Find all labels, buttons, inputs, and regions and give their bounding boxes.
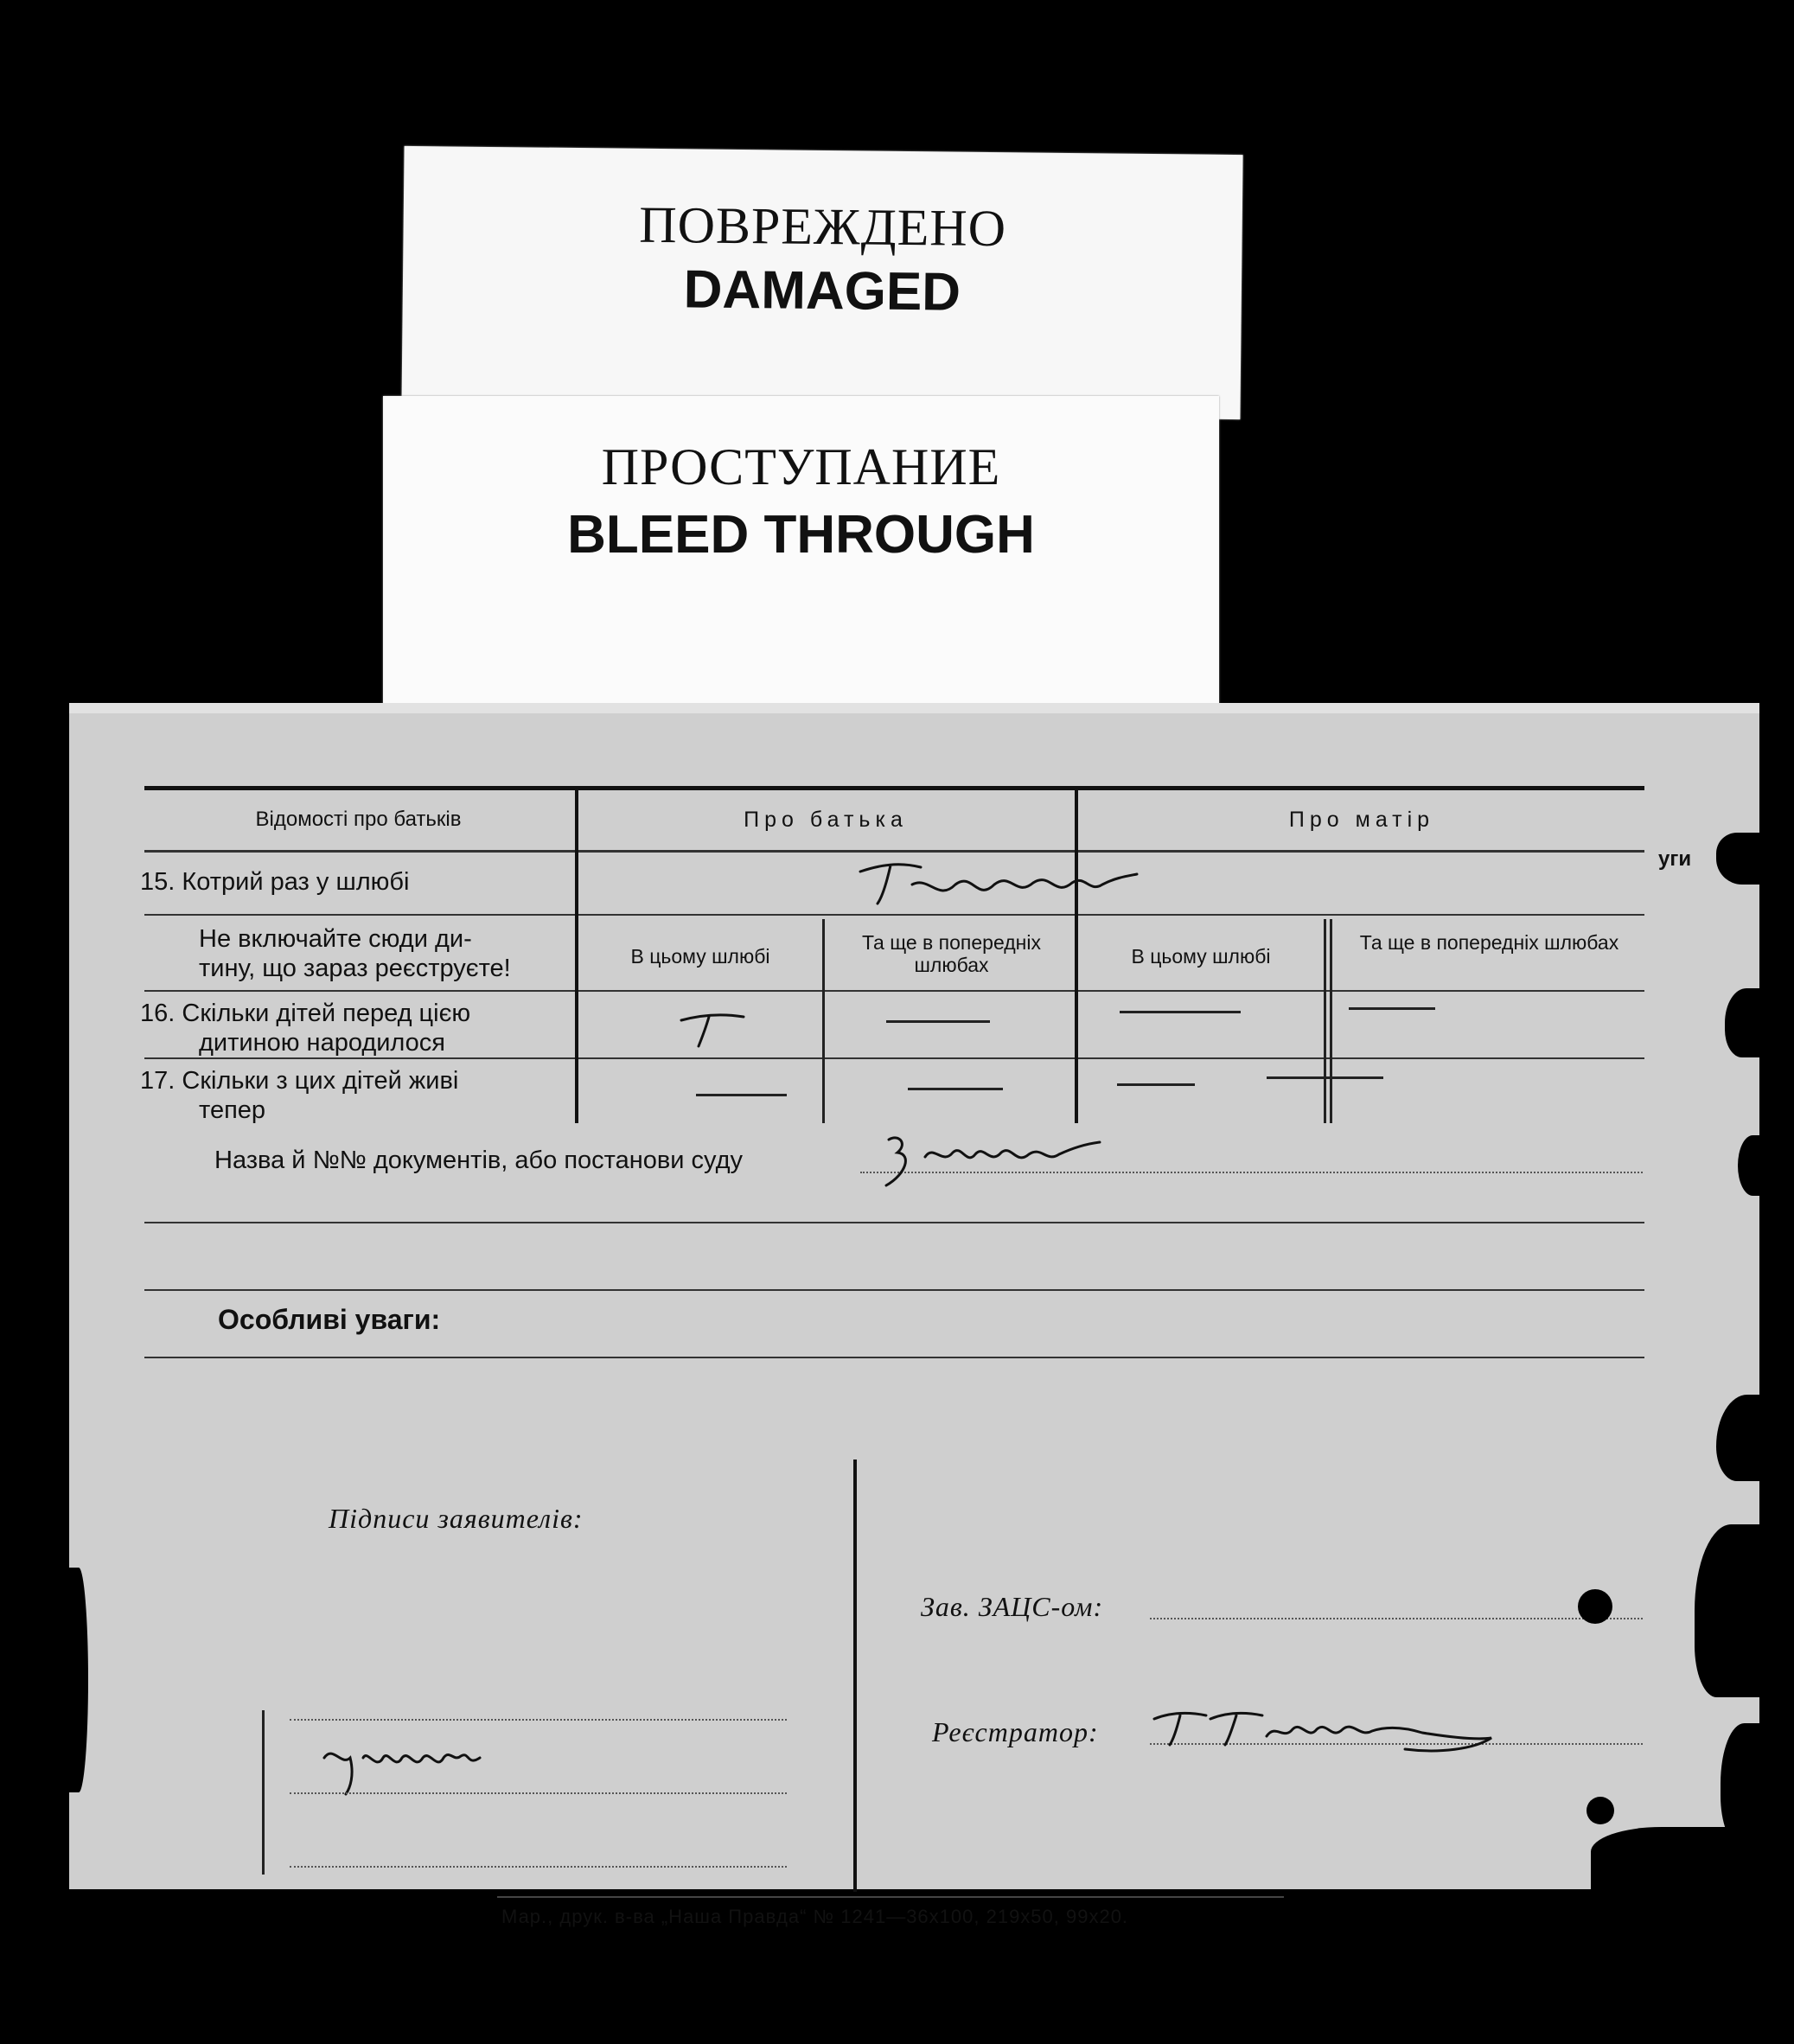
header-parents-info: Відомості про батьків [255, 808, 462, 831]
father-this-marriage: В цьому шлюбі [630, 945, 770, 968]
header-father: Про батька [744, 808, 908, 832]
row15-handwriting [852, 850, 1146, 915]
row16-mother-previous-dash [1349, 1007, 1435, 1010]
documents-line-2 [144, 1222, 1644, 1223]
note-rule [144, 990, 1644, 992]
footer-rule [497, 1896, 1284, 1898]
bleed-label-ru: ПРОСТУПАНИЕ [601, 438, 1001, 495]
registrar-label: Реєстратор: [932, 1716, 1099, 1747]
zags-head-label: Зав. ЗАЦС-ом: [921, 1591, 1104, 1622]
torn-edge-4 [1716, 1395, 1768, 1481]
row16-mother-dash [1120, 1011, 1241, 1013]
remarks-label: Особливі уваги: [218, 1304, 441, 1335]
bleed-through-label-card [383, 396, 1219, 718]
remarks-line [144, 1357, 1644, 1358]
row16-line-2: дитиною народилося [199, 1029, 446, 1057]
documents-handwriting [873, 1127, 1107, 1196]
applicant-bracket [262, 1710, 265, 1875]
row16-rule [144, 1057, 1644, 1059]
registrar-signature [1146, 1702, 1535, 1771]
row16-father-previous-dash [886, 1020, 990, 1023]
punch-hole-2 [1587, 1797, 1614, 1824]
row17-father-dash [696, 1094, 787, 1096]
documents-label: Назва й №№ документів, або постанови суду [214, 1147, 744, 1174]
header-mother: Про матір [1288, 808, 1435, 832]
damaged-label-ru: ПОВРЕЖДЕНО [638, 195, 1007, 258]
documents-line-3 [144, 1289, 1644, 1291]
torn-edge-left [69, 1568, 88, 1792]
column-divider-1 [575, 786, 578, 1123]
mother-subdivider [1324, 919, 1326, 1123]
zags-head-line [1150, 1618, 1643, 1619]
signature-divider [853, 1460, 857, 1892]
father-subdivider [822, 919, 825, 1123]
registry-form-sheet [69, 703, 1759, 1927]
mother-this-marriage: В цьому шлюбі [1131, 945, 1271, 968]
father-previous-marriages: Та ще в попередніх шлюбах [862, 931, 1041, 976]
row17-mother-dash [1117, 1083, 1195, 1086]
column-divider-2 [1075, 786, 1078, 1123]
applicant-line-3 [290, 1866, 787, 1868]
applicants-signatures-label: Підписи заявителів: [329, 1503, 584, 1534]
row17-line-1: 17. Скільки з цих дітей живі [140, 1067, 459, 1095]
sheet-edge [69, 703, 1759, 713]
mother-previous-marriages: Та ще в попередніх шлюбах [1359, 931, 1619, 954]
row17-line-2: тепер [199, 1096, 266, 1124]
row17-father-previous-dash [908, 1088, 1003, 1090]
torn-edge-2 [1725, 988, 1768, 1057]
mother-subdivider-double [1330, 919, 1332, 1123]
note-line-1: Не включайте сюди ди- [199, 925, 472, 953]
damaged-label-en: DAMAGED [683, 259, 961, 323]
row16-father-mark [674, 1001, 752, 1053]
row15-label: 15. Котрий раз у шлюбі [140, 868, 410, 896]
note-line-2: тину, що зараз реєструєте! [199, 955, 511, 982]
row17-mother-previous-dash [1267, 1076, 1383, 1079]
applicant-line-2 [290, 1792, 787, 1794]
torn-edge-6 [1721, 1723, 1768, 1844]
torn-corner [1591, 1827, 1768, 1889]
bleed-label-en: BLEED THROUGH [567, 505, 1035, 565]
torn-edge-3 [1738, 1135, 1768, 1196]
margin-fragment: уги [1658, 847, 1692, 871]
printer-footer: Мар., друк. в-ва „Наша Правда“ № 1241—36х100, 219х50, 99х20. [501, 1906, 1129, 1927]
torn-edge-1 [1716, 833, 1768, 885]
torn-edge-5 [1695, 1524, 1768, 1697]
row16-line-1: 16. Скільки дітей перед цією [140, 1000, 471, 1027]
applicant-line-1 [290, 1719, 787, 1721]
punch-hole-1 [1578, 1589, 1612, 1624]
damaged-label-card [401, 146, 1242, 419]
applicant-signature [316, 1732, 488, 1801]
table-top-rule [144, 786, 1644, 790]
